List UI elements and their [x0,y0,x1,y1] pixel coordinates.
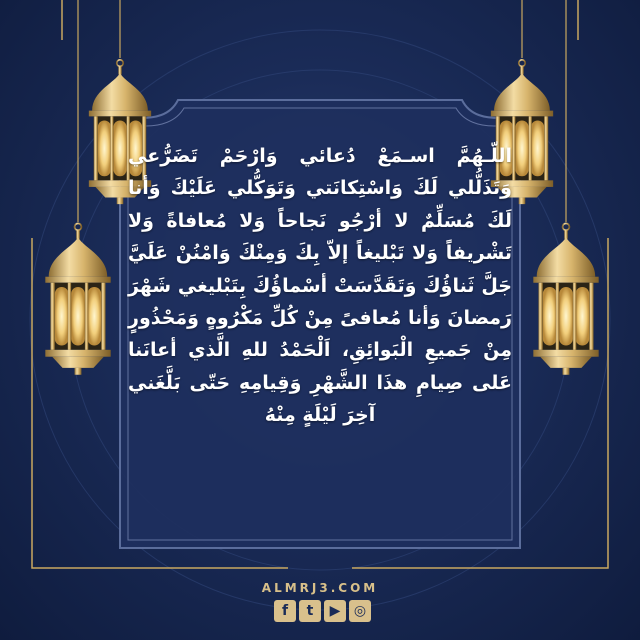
youtube-icon[interactable]: ▶ [324,600,346,622]
social-icons [274,600,371,622]
lantern-mid-right [533,223,598,374]
twitter-icon[interactable]: t [299,600,321,622]
prayer-text: اللّـهُمَّ اسـمَعْ دُعائي وَارْحَمْ تَضَرُّعي وَتَذَلُّلي لَكَ وَاسْتِكانَتي وَتَوَكُّلي عَلَيْكَ وَأنا لَكَ مُسَلِّمٌ لا أرْجُو نَجاحاً وَلا مُعافاةً وَلا تَشْريفاً وَلا تَبْليغاً إلاّ بِكَ وَمِنْكَ وَامْنُنْ عَلَيَّ جَلَّ ثَناؤُكَ وَتَقَدَّسَتْ أسْماؤُكَ بِتَبْليغي شَهْرَ رَمضانَ وَأنا مُعافىً مِنْ كُلِّ مَكْرُوهٍ وَمَحْذُورٍ مِنْ جَميعِ الْبَوائِقِ، اَلْحَمْدُ للهِ الَّذي أعانَنا عَلى صِيامِ هذَا الشَّهْرِ وَقِيامِهِ حَتّى بَلَّغَني آخِرَ لَيْلَةٍ مِنْهُ [128,145,512,427]
instagram-icon[interactable]: ◎ [349,600,371,622]
lantern-mid-left [45,223,110,374]
facebook-icon[interactable]: f [274,600,296,622]
website-label: ALMRJ3.COM [261,581,379,595]
